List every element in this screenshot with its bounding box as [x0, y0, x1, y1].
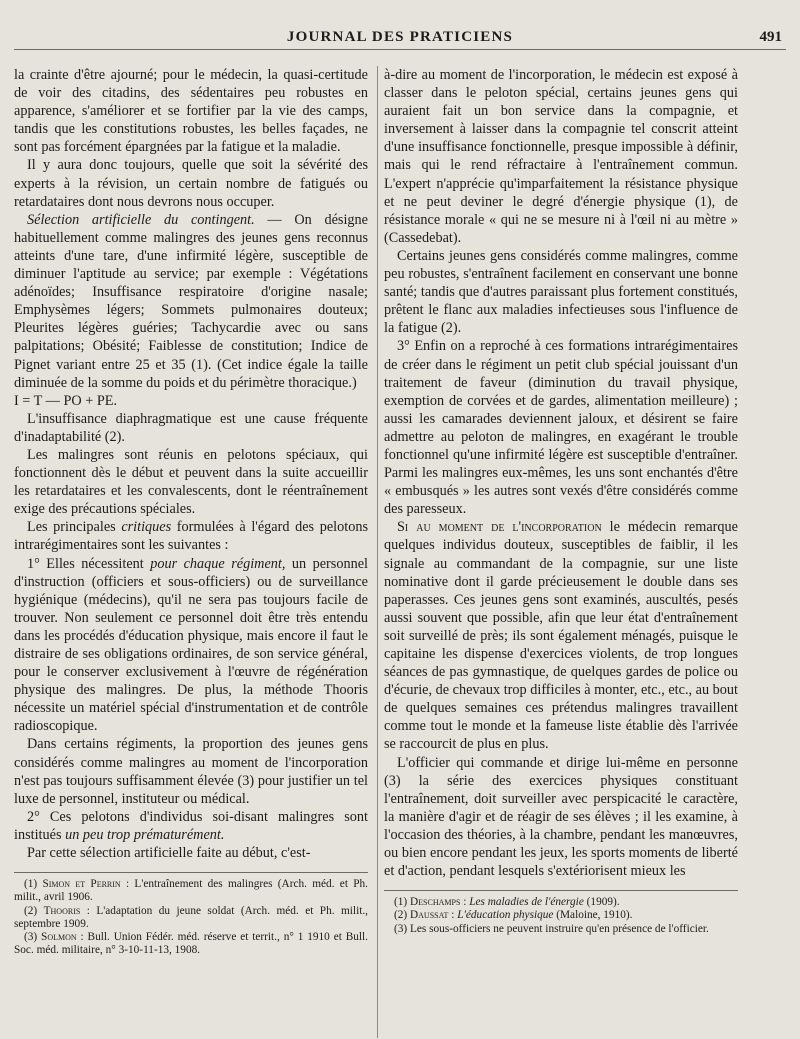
footnote-rule [14, 872, 368, 873]
footnote-text: (Maloine, 1910). [553, 909, 633, 922]
footnote-text: : [448, 909, 458, 922]
footnote-author: Deschamps [410, 896, 461, 909]
footnote: (3) Les sous-officiers ne peuvent instruire qu'en présence de l'officier. [394, 922, 709, 935]
paragraph: Par cette sélection artificielle faite au début, c'est- [27, 845, 311, 862]
section-title: Sélection artificielle du contingent. [27, 211, 255, 228]
footnotes [14, 878, 368, 957]
footnote-text: : L'entraînement des malingres (Arch. méd. et Ph. milit., avril 1906. [14, 878, 368, 904]
paragraph: L'officier qui commande et dirige lui-même en personne (3) la série des exercices physiques constituant l'entraînement, doit surveiller avec perspicacité le caractère, la manière d'agir et de réagir de ses élèves ; il les examine, à l'occasion des théories, à la chambre, pendant les manœuvres, ou bien encore pendant les jeux, les sports moments de liberté et d'action, pendant lesquels s'extériorisent mieux les [384, 754, 738, 880]
paragraph-text: un personnel d'instruction (officiers et sous-officiers) ou de surveillance hygiénique (médecins), qu'il ne sera pas toujours facile de trouver. Non seulement ce personnel doit être très entendu dans les procédés d'éducation physique, mais encore il faut le distraire de ses obligations ordinaires, de son service général, pour le conserver exclusivement à l'œuvre de régénération physique des malingres. De plus, la méthode Thooris nécessite un matériel spécial d'instrumentation et de contrôle radioscopique. [14, 555, 368, 735]
paragraph: la crainte d'être ajourné; pour le médecin, la quasi-certitude de voir des citadins, des sédentaires peu robustes en apparence, s'améliorer et se fortifier par la vie des camps, tandis que les constitutions robustes, les belles façades, ne sont pas forcément épargnées par la fatigue et la maladie. [14, 67, 368, 156]
footnote-text: (1909). [583, 896, 620, 909]
footnote: (2) Thooris : L'adaptation du jeune soldat (Arch. méd. et Ph. milit., septembre 1909. [14, 904, 368, 930]
paragraph: Les malingres sont réunis en pelotons spéciaux, qui fonctionnent dès le début et peuvent dans la suite accueillir les retardataires et les convalescents, dont le réentraînement exige des précautions spéciales. [14, 446, 368, 518]
footnote-text: : L'adaptation du jeune soldat (Arch. méd. et Ph. milit., septembre 1909. [14, 904, 368, 930]
emphasis-text: un peu trop prématurément. [65, 826, 225, 843]
footnote-title: L'éducation physique [457, 909, 554, 922]
paragraph: 3° Enfin on a reproché à ces formations intrarégimentaires de créer dans le régiment un petit club spécial jouissant d'un traitement de faveur (diminution du travail physique, exemption de corvées et de gardes, alimentation meilleure) ; aussi les camarades deviennent jaloux, et désirent se faire admettre au peloton de malingres, en exagérant le trouble fonctionnel qu'une infirmité légère est susceptible d'entraîner. Parmi les malingres eux-mêmes, les uns sont enchantés d'être « embusqués » les autres sont vexés d'être considérés comme des paresseux. [384, 338, 738, 518]
emphasis-text: critiques [121, 519, 172, 536]
right-column-body [384, 66, 738, 880]
paragraph: Il y aura donc toujours, quelle que soit la sévérité des experts à la révision, un certain nombre de fatigués ou retardataires dont nous devrons nous occuper. [14, 157, 368, 210]
paragraph: Certains jeunes gens considérés comme malingres, comme peu robustes, s'entraînent facilement en conservant une bonne santé; tandis que d'autres paraissant plus fortement constitués, prêtent le flanc aux maladies infectieuses sous l'influence de la fatigue (2). [384, 247, 738, 337]
paragraph [14, 211, 368, 392]
footnote-rule [384, 890, 738, 891]
footnote-author: Solmon [41, 930, 77, 943]
paragraph: L'insuffisance diaphragmatique est une cause fréquente d'inadaptabilité (2). [14, 410, 368, 445]
footnote: (1) Simon et Perrin : L'entraînement des malingres (Arch. méd. et Ph. milit., avril 1906. [14, 878, 368, 904]
paragraph-text: formulées à l'égard des pelotons intrarégimentaires sont les suivantes : [14, 519, 368, 554]
footnote-title: Les maladies de l'énergie [469, 896, 584, 909]
footnote-author: Daussat [410, 909, 449, 922]
left-column [14, 66, 368, 1036]
column-divider [377, 66, 378, 1038]
footnote: (1) Deschamps : Les maladies de l'énergie (1909). [394, 896, 620, 909]
paragraph [14, 555, 368, 736]
paragraph-text: — On désigne habituellement comme malingres des jeunes gens reconnus atteints d'une tare, d'une infirmité légère, susceptible de diminuer l'aptitude au service; par exemple : Végétations adénoïdes; Insuffisance respiratoire d'origine nasale; Emphysèmes légers; Sommets pulmonaires douteux; Pleurites légères guéries; Tachycardie avec ou sans palpitations; Obésité; Faiblesse de constitution; Indice de Pignet variant entre 25 et 35 (1). (Cet indice égale la taille diminuée de la somme du poids et du périmètre thoracique.) [14, 211, 368, 391]
emphasis-text: pour chaque régiment, [150, 555, 286, 572]
left-column-body [14, 66, 368, 862]
paragraph-text: 2° Ces pelotons d'individus soi-disant malingres sont institués [14, 808, 368, 843]
paragraph: à-dire au moment de l'incorporation, le médecin est exposé à classer dans le peloton spécial, certains jeunes gens qui auraient fait un bon service dans la compagnie, et inversement à laisser dans la compagnie tel conscrit atteint d'une insuffisance fonctionnelle, presque impossible à définir, mais qui le rend réfractaire à l'entraînement commun. L'expert n'apprécie qu'imparfaitement la résistance physique et ne peut deviner le degré d'énergie physique (1), de résistance morale « qui ne se mesure ni à l'œil ni au mètre » (Cassedebat). [384, 67, 738, 246]
section-title: Si au moment de l'incorporation [397, 519, 602, 536]
page-header [14, 27, 786, 50]
paragraph [14, 518, 368, 554]
paragraph-text: Les principales [27, 519, 122, 536]
footnote: (3) Solmon : Bull. Union Fédér. méd. réserve et territ., n° 1 1910 et Bull. Soc. méd. militaire, n° 3-10-11-13, 1908. [14, 930, 368, 957]
paragraph-text: 1° Elles nécessitent [27, 555, 151, 572]
formula: I = T — PO + PE. [14, 392, 118, 409]
paragraph [384, 518, 738, 753]
page-number: 491 [759, 29, 782, 45]
right-column [384, 66, 738, 1036]
footnote-text: : [460, 896, 470, 909]
paragraph-text: le médecin remarque quelques individus douteux, susceptibles de faiblir, il les signale au commandant de la compagnie, sur une liste nominative dont il garde précieusement le double dans ses paperasses. Ces jeunes gens sont examinés, auscultés, pesés aussi souvent que possible, afin que leur état d'entraînement soit surveillé de près; ils sont également ménagés, puisque le capitaine les dispense d'exercices violents, de trop longues séances de pas gymnastique, de quelques gardes de police ou d'écurie, de chevaux trop difficiles à monter, etc., etc., au bout de quelques semaines ces prétendus malingres travaillent comme tout le monde et la fameuse liste établie dès l'arrivée se raccourcit de plus en plus. [384, 519, 738, 753]
footnote: (2) Daussat : L'éducation physique (Maloine, 1910). [394, 909, 633, 922]
footnote-author: Simon et Perrin [42, 878, 121, 891]
footnote-author: Thooris [43, 904, 81, 917]
paragraph: Dans certains régiments, la proportion des jeunes gens considérés comme malingres au moment de l'incorporation n'est pas toujours suffisamment élevée (3) pour justifier un tel luxe de personnel, instituteur ou médical. [14, 736, 368, 807]
paragraph [14, 808, 368, 844]
footnotes [384, 896, 738, 936]
footnote-text: : Bull. Union Fédér. méd. réserve et territ., n° 1 1910 et Bull. Soc. méd. militaire, n° 3-10-11-13, 1908. [14, 930, 368, 957]
running-title: JOURNAL DES PRATICIENS [286, 29, 514, 45]
